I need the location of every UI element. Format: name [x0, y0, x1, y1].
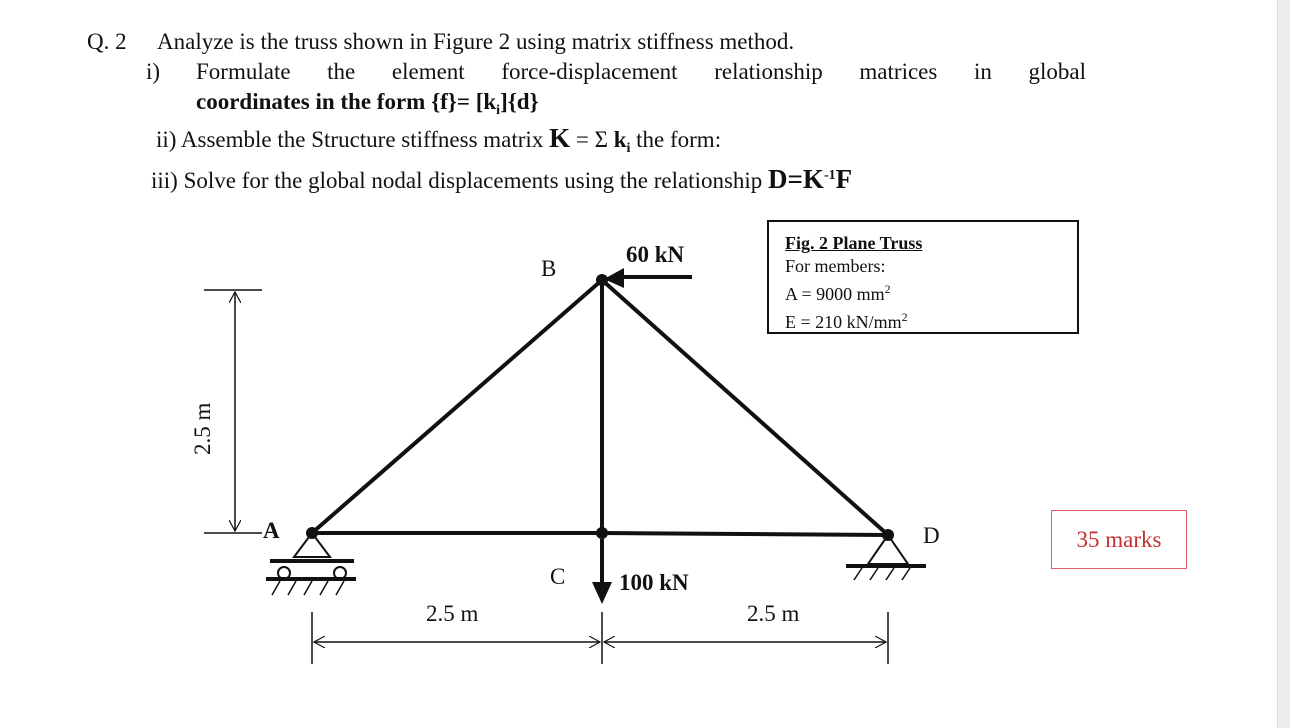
load-label-100kN: 100 kN	[619, 570, 689, 595]
displacement-equation: $D=K^{-1}F$	[768, 164, 853, 194]
load-label-60kN: 60 kN	[626, 242, 685, 267]
joint-C	[596, 527, 608, 539]
force-relation: coordinates in the form $\{f\}= [k_i]\{d\}$	[196, 89, 539, 118]
area-value: A = 9000 $mm^2$	[785, 282, 891, 304]
span-right-label: 2.5 m	[747, 601, 800, 626]
node-label-C: C	[550, 564, 566, 589]
span-left-label: 2.5 m	[426, 601, 479, 626]
load-arrow-60kN	[604, 268, 692, 288]
part-ii: ii) Assemble the Structure stiffness matrix K = Σ $k_i$ the form:	[156, 123, 722, 156]
ki-symbol: $k_i$	[613, 127, 631, 156]
word: Formulate	[196, 59, 291, 84]
node-label-A: A	[263, 518, 280, 543]
word: element	[391, 59, 465, 84]
node-label-D: D	[923, 523, 940, 548]
member-AB	[312, 280, 602, 533]
pin-support-D	[846, 535, 926, 580]
modulus-value: E = 210 $kN/mm^2$	[785, 310, 908, 332]
word: in	[973, 59, 992, 84]
member-BD	[602, 280, 888, 535]
word: matrices	[859, 59, 938, 84]
part-iii: iii) Solve for the global nodal displacements using the relationship $D=K^{-1}F$	[151, 164, 853, 194]
span-dimension	[312, 612, 888, 664]
marks-badge: 35 marks	[1051, 510, 1187, 569]
part-i-label: i)	[146, 59, 161, 84]
question-title: Analyze is the truss shown in Figure 2 using matrix stiffness method.	[157, 29, 795, 54]
word: the	[327, 59, 356, 84]
members-label: For members:	[785, 256, 886, 276]
load-arrow-100kN	[592, 539, 612, 604]
member-CD	[602, 533, 888, 535]
figure-title: Fig. 2 Plane Truss	[785, 233, 923, 253]
word: relationship	[714, 59, 823, 84]
height-label: 2.5 m	[190, 402, 215, 455]
node-label-B: B	[541, 256, 557, 281]
joint-B	[596, 274, 608, 286]
word: global	[1028, 59, 1086, 84]
word: force-displacement	[501, 59, 678, 84]
question-number: Q. 2	[87, 29, 127, 54]
k-symbol: K	[549, 123, 571, 153]
